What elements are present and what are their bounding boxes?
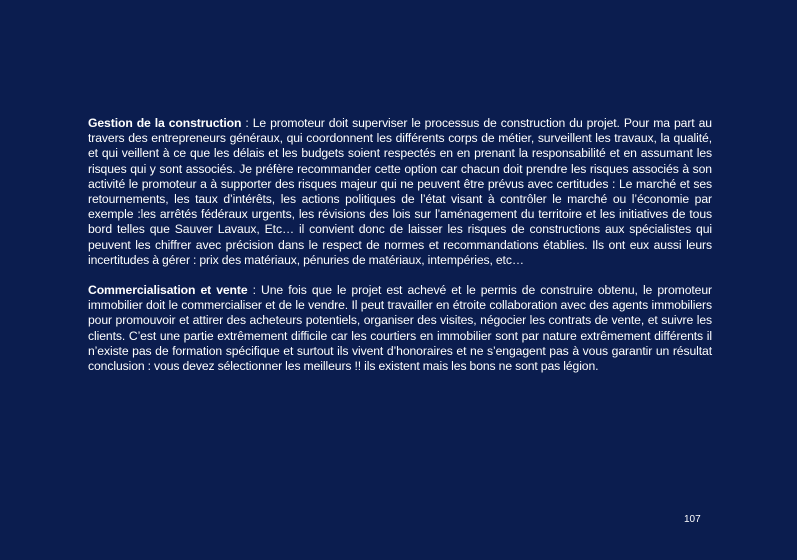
page-number: 107 bbox=[684, 514, 701, 525]
page-content bbox=[88, 116, 712, 374]
paragraph-heading: Gestion de la construction bbox=[88, 116, 242, 130]
paragraph-gestion-construction bbox=[88, 116, 712, 268]
paragraph-text: : Une fois que le projet est achevé et le permis de construire obtenu, le promoteur immobilier doit le commercialiser et de le vendre. Il peut travailler en étroite collaboration avec des agents immobiliers pour promouvoir et attirer des acheteurs potentiels, organiser des visites, négocier les contrats de vente, et suivre les clients. C’est une partie extrêmement difficile car les courtiers en immobilier sont par nature extrêmement différents il n’existe pas de formation spécifique et surtout ils vivent d’honoraires et ne s’engagent pas à vous garantir un résultat conclusion : vous devez sélectionner les meilleurs !! ils existent mais les bons ne sont pas légion. bbox=[88, 283, 712, 374]
paragraph-commercialisation-vente bbox=[88, 283, 712, 374]
paragraph-heading: Commercialisation et vente bbox=[88, 283, 248, 298]
paragraph-text: : Le promoteur doit superviser le processus de construction du projet. Pour ma part au travers des entrepreneurs généraux, qui coordonnent les différents corps de métier, surveillent les travaux, la qualité, et qui veillent à ce que les délais et les budgets soient respectés en en prenant la responsabilité et en assumant les risques qui y sont associés. Je préfère recommander cette option car chacun doit prendre les risques associés à son activité le promoteur a à supporter des risques majeur qui ne peuvent être prévus avec certitudes : Le marché et ses retournements, les taux d’intérêts, les actions politiques de l’état visant à contrôler le marché ou l’économie par exemple :les arrêtés fédéraux urgents, les révisions des lois sur l’aménagement du territoire et les initiatives de tous bord telles que Sauver Lavaux, Etc… il convient donc de laisser les risques de constructions aux spécialistes qui peuvent les chiffrer avec précision dans le respect de normes et recommandations établies. Ils ont eux aussi leurs incertitudes à gérer : prix des matériaux, pénuries de matériaux, intempéries, etc… bbox=[88, 116, 712, 267]
